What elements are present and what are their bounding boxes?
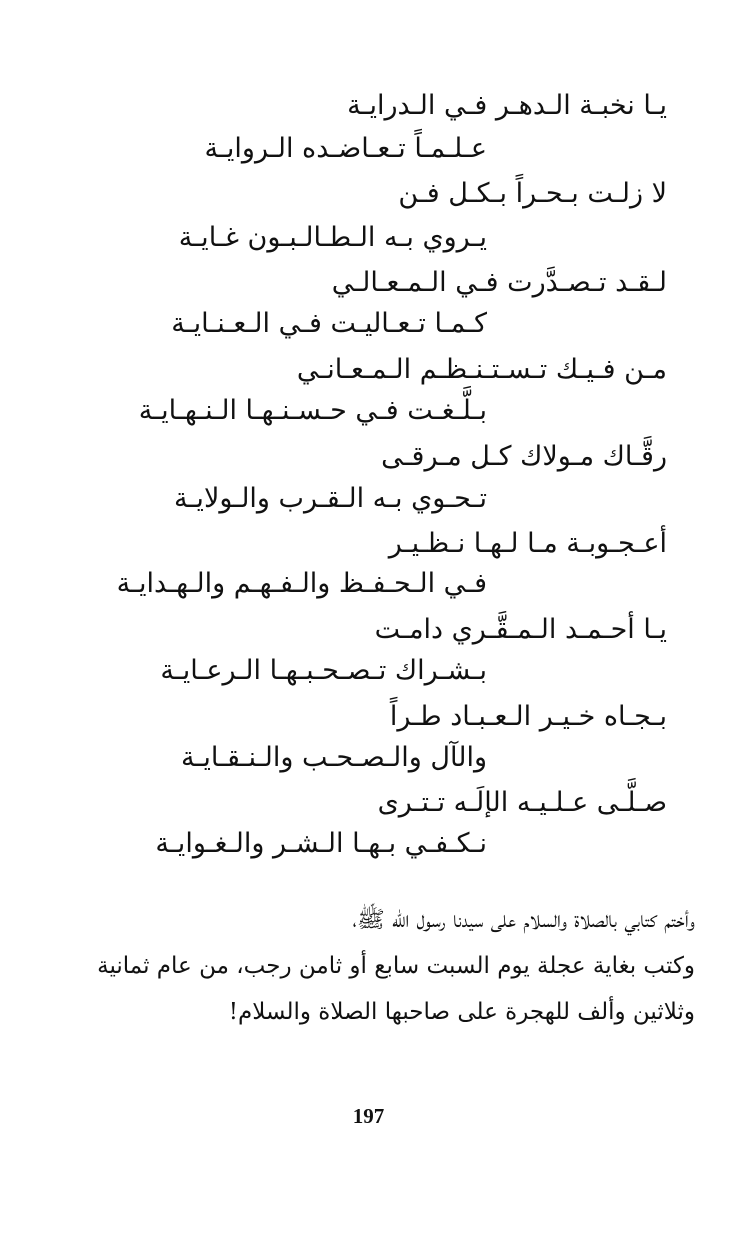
verse-11: أعـجـوبـة مـا لـهـا نـظـيـر xyxy=(388,528,667,559)
verse-16: والآل والـصـحـب والـنـقـايـة xyxy=(180,742,487,773)
verse-14: بـشـراك تـصـحـبـهـا الـرعـايـة xyxy=(160,655,487,686)
verse-9: رقَّـاك مـولاك كـل مـرقـى xyxy=(381,441,667,472)
verse-18: نـكـفـي بـهـا الـشـر والـغـوايـة xyxy=(155,828,487,859)
verse-6: كـمـا تـعـاليـت فـي الـعـنـايـة xyxy=(171,308,487,339)
verse-10: تـحـوي بـه الـقـرب والـولايـة xyxy=(174,483,487,514)
verse-4: يـروي بـه الـطـالـبـون غـايـة xyxy=(178,222,487,253)
verse-7: مـن فـيـك تـسـتـنـظـم الـمـعـانـي xyxy=(296,354,667,385)
verse-5: لـقـد تـصـدَّرت فـي الـمـعـالـي xyxy=(331,267,667,298)
verse-13: يـا أحـمـد الـمـقَّـري دامـت xyxy=(374,614,667,645)
verse-15: بـجـاه خـيـر الـعـبـاد طـراً xyxy=(389,701,667,732)
verse-3: لا زلـت بـحـراً بـكـل فـن xyxy=(398,178,667,209)
page-number: 197 xyxy=(352,1104,385,1128)
closing-line-3: وثلاثين وألف للهجرة على صاحبها الصلاة والسلام! xyxy=(228,999,695,1025)
verse-2: عـلـمـاً تـعـاضـده الـروايـة xyxy=(204,133,487,164)
verse-12: فـي الـحـفـظ والـفـهـم والـهـدايـة xyxy=(116,568,487,599)
verse-8: بـلَّـغـت فـي حـسـنـهـا الـنـهـايـة xyxy=(138,395,487,426)
closing-line-1: وأختم كتابي بالصلاة والسلام على سيدنا رسول الله ﷺ، xyxy=(352,907,695,933)
closing-paragraph xyxy=(95,897,695,1035)
verse-17: صـلَّـى عـلـيـه الإلَـه تـتـرى xyxy=(377,787,667,818)
verse-1: يـا نخبـة الـدهـر فـي الـدرايـة xyxy=(347,90,667,121)
closing-line-2: وكتب بغاية عجلة يوم السبت سابع أو ثامن رجب، من عام ثمانية xyxy=(97,953,695,979)
